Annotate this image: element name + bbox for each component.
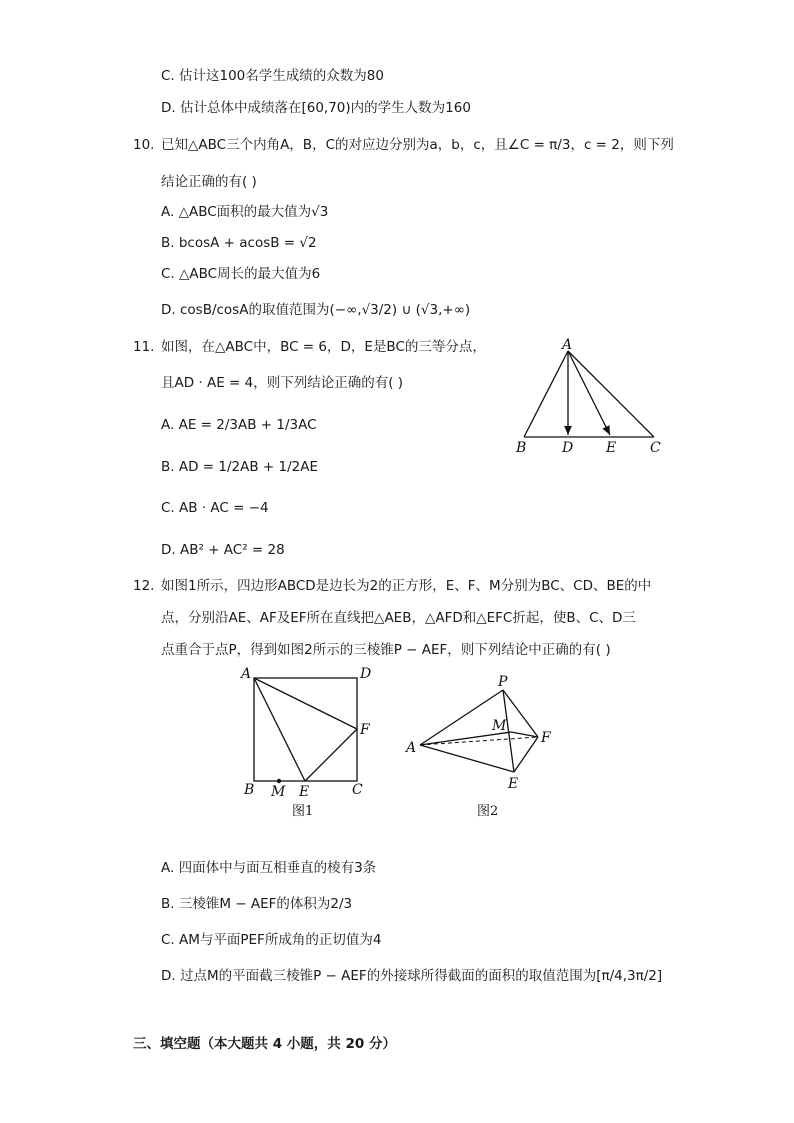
q12-option-c: C. AM与平面PEF所成角的正切值为4: [161, 932, 382, 948]
fig1-label-m: M: [271, 784, 286, 800]
q11-option-b: B. AD = 1/2AB + 1/2AE: [161, 459, 318, 475]
segment-ae: [254, 678, 305, 781]
side-ab: [524, 351, 568, 437]
q12-figure2-tetrahedron: [400, 668, 570, 820]
fig2-label-f: F: [541, 730, 551, 746]
fig1-label-b: B: [244, 782, 255, 798]
q10-number: 10.: [133, 137, 155, 153]
q12-figure1-square: [236, 662, 376, 822]
side-ac: [568, 351, 654, 437]
fig2-label-p: P: [498, 674, 508, 690]
vector-ae: [568, 351, 610, 435]
q12-stem-line1: 如图1所示，四边形ABCD是边长为2的正方形，E、F、M分别为BC、CD、BE的中: [161, 578, 652, 594]
q12-option-a: A. 四面体中与面互相垂直的棱有3条: [161, 860, 377, 876]
q11-option-c: C. AB · AC = −4: [161, 500, 269, 516]
point-m: [277, 779, 281, 783]
edge-af-dashed: [420, 737, 538, 745]
q12-option-b: B. 三棱锥M − AEF的体积为2/3: [161, 896, 353, 912]
q12-stem-line2: 点，分别沿AE、AF及EF所在直线把△AEB，△AFD和△EFC折起，使B、C、D三: [161, 610, 636, 626]
fig2-label-m: M: [492, 718, 507, 734]
label-d: D: [562, 440, 574, 456]
q11-option-d: D. AB² + AC² = 28: [161, 542, 285, 558]
fig2-label-a: A: [406, 740, 417, 756]
q10-stem-line1: 已知△ABC三个内角A，B，C的对应边分别为a，b，c，且∠C = π/3，c = 2，则下列: [161, 137, 674, 153]
q10-option-b: B. bcosA + acosB = √2: [161, 235, 317, 251]
label-e: E: [606, 440, 617, 456]
segment-af: [254, 678, 357, 729]
q9-option-c: C. 估计这100名学生成绩的众数为80: [161, 68, 384, 84]
label-b: B: [516, 440, 527, 456]
square-abcd: [254, 678, 357, 781]
section-3-heading: 三、填空题（本大题共 4 小题，共 20 分）: [133, 1036, 396, 1052]
label-a: A: [562, 337, 573, 353]
segment-ef: [305, 729, 357, 781]
edge-ae: [420, 745, 514, 772]
fig1-label-c: C: [352, 782, 363, 798]
fig1-label-e: E: [299, 784, 310, 800]
fig1-caption: 图1: [292, 804, 314, 819]
q11-option-a: A. AE = 2/3AB + 1/3AC: [161, 417, 317, 433]
q12-stem-line3: 点重合于点P，得到如图2所示的三棱锥P − AEF，则下列结论中正确的有( ): [161, 642, 611, 658]
q10-stem-line2: 结论正确的有( ): [161, 174, 257, 190]
edge-ap: [420, 690, 503, 745]
q10-option-d: D. cosB/cosA的取值范围为(−∞,√3/2) ∪ (√3,+∞): [161, 302, 471, 318]
label-c: C: [650, 440, 661, 456]
q12-number: 12.: [133, 578, 155, 594]
edge-ef: [514, 737, 538, 772]
q10-option-c: C. △ABC周长的最大值为6: [161, 266, 321, 282]
fig1-label-f: F: [360, 722, 370, 738]
q11-number: 11.: [133, 339, 155, 355]
fig2-caption: 图2: [477, 804, 499, 819]
fig1-label-d: D: [360, 666, 372, 682]
q12-option-d: D. 过点M的平面截三棱锥P − AEF的外接球所得截面的面积的取值范围为[π/4,3π/2]: [161, 968, 663, 984]
fig1-label-a: A: [241, 666, 252, 682]
fig2-label-e: E: [508, 776, 519, 792]
q11-triangle-figure: [510, 335, 670, 460]
q11-stem-line1: 如图，在△ABC中，BC = 6，D，E是BC的三等分点，: [161, 339, 486, 355]
q10-option-a: A. △ABC面积的最大值为√3: [161, 204, 329, 220]
q9-option-d: D. 估计总体中成绩落在[60,70)内的学生人数为160: [161, 100, 471, 116]
q11-stem-line2: 且AD · AE = 4，则下列结论正确的有( ): [161, 375, 404, 391]
segment-mf: [511, 732, 538, 737]
